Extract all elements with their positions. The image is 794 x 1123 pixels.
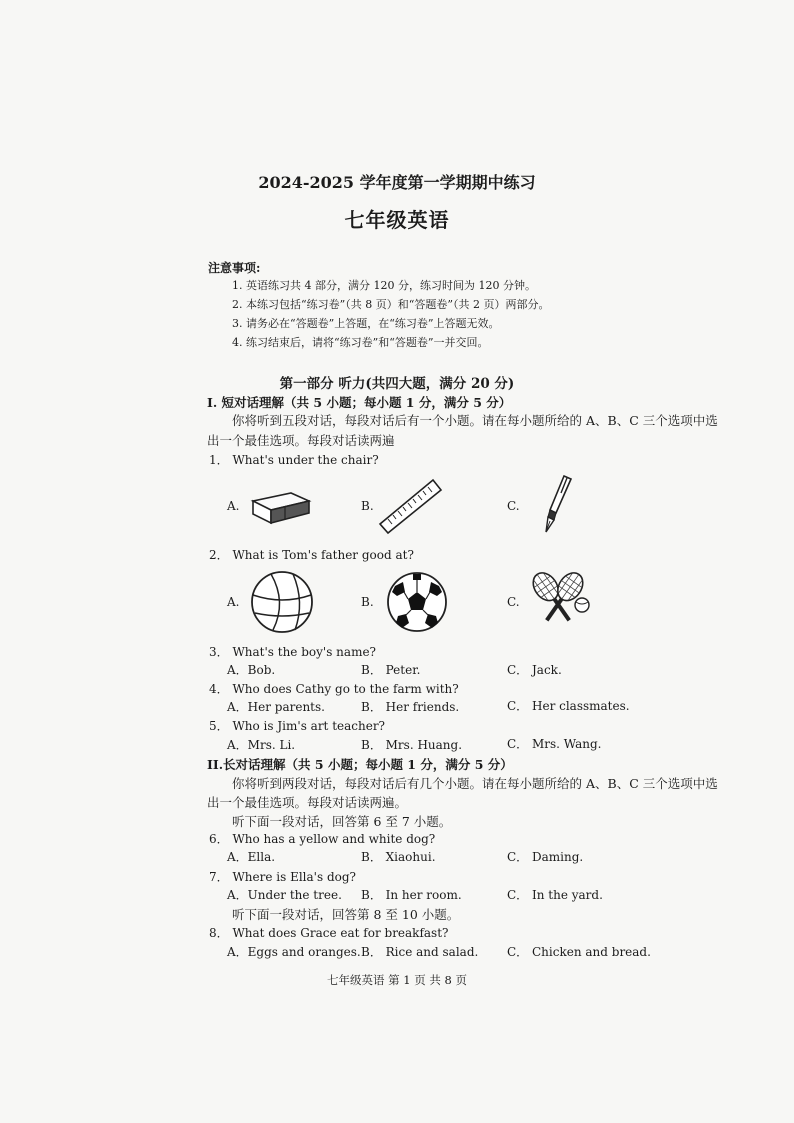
- fountain-pen-icon: [540, 473, 574, 535]
- option-b: B． Xiaohui.: [361, 850, 436, 864]
- option-c: C． In the yard.: [507, 888, 603, 902]
- tennis-rackets-icon: [524, 568, 596, 636]
- question-1: 1． What's under the chair?: [209, 453, 379, 467]
- option-b: B． Peter.: [361, 663, 421, 677]
- option-c: C． Mrs. Wang.: [507, 737, 602, 751]
- part1-instruction: 你将听到五段对话，每段对话后有一个小题。请在每小题所给的 A、B、C 三个选项中选: [232, 413, 718, 428]
- section-heading: 第一部分 听力(共四大题，满分 20 分): [279, 376, 515, 392]
- part2-instruction-cont: 出一个最佳选项。每段对话读两遍。: [207, 795, 408, 810]
- option-a: A．Eggs and oranges.: [227, 945, 361, 959]
- option-c-label: C.: [507, 595, 520, 609]
- ruler-icon: [377, 476, 445, 536]
- part2-instruction: 你将听到两段对话，每段对话后有几个小题。请在每小题所给的 A、B、C 三个选项中选: [232, 776, 718, 791]
- option-a: A．Mrs. Li.: [227, 738, 296, 752]
- question-6: 6． Who has a yellow and white dog?: [209, 832, 436, 846]
- exam-title: 2024-2025 学年度第一学期期中练习: [258, 173, 536, 192]
- part1-heading: I. 短对话理解（共 5 小题；每小题 1 分，满分 5 分）: [207, 395, 512, 410]
- notice-item: 3. 请务必在“答题卷”上答题，在“练习卷”上答题无效。: [232, 317, 500, 330]
- option-b: B． Rice and salad.: [361, 945, 479, 959]
- option-b: B． Her friends.: [361, 700, 460, 714]
- notice-item: 4. 练习结束后，请将“练习卷”和“答题卷”一并交回。: [232, 336, 489, 349]
- basketball-icon: [249, 569, 315, 635]
- notice-item: 1. 英语练习共 4 部分，满分 120 分，练习时间为 120 分钟。: [232, 279, 536, 292]
- option-c: C． Her classmates.: [507, 699, 630, 713]
- option-a: A．Bob.: [227, 663, 276, 677]
- option-a-label: A.: [227, 499, 240, 513]
- question-8: 8． What does Grace eat for breakfast?: [209, 926, 449, 940]
- exam-subtitle: 七年级英语: [344, 208, 450, 232]
- option-b: B． In her room.: [361, 888, 462, 902]
- option-b-label: B.: [361, 499, 374, 513]
- option-c: C． Chicken and bread.: [507, 945, 651, 959]
- notice-item: 2. 本练习包括“练习卷”（共 8 页）和“答题卷”（共 2 页）两部分。: [232, 298, 550, 311]
- option-c: C． Daming.: [507, 850, 584, 864]
- part2-heading: II.长对话理解（共 5 小题；每小题 1 分，满分 5 分）: [207, 757, 513, 772]
- option-a: A．Ella.: [227, 850, 276, 864]
- dialogue-lead: 听下面一段对话，回答第 8 至 10 小题。: [232, 907, 460, 922]
- question-7: 7． Where is Ella's dog?: [209, 870, 356, 884]
- question-5: 5． Who is Jim's art teacher?: [209, 719, 385, 733]
- dialogue-lead: 听下面一段对话，回答第 6 至 7 小题。: [232, 814, 452, 829]
- notice-heading: 注意事项:: [208, 261, 261, 275]
- soccer-ball-icon: [385, 570, 449, 634]
- question-2: 2． What is Tom's father good at?: [209, 548, 414, 562]
- option-a: A．Under the tree.: [227, 888, 342, 902]
- option-c: C． Jack.: [507, 663, 562, 677]
- part1-instruction-cont: 出一个最佳选项。每段对话读两遍: [207, 433, 395, 448]
- question-4: 4． Who does Cathy go to the farm with?: [209, 682, 459, 696]
- eraser-icon: [247, 487, 315, 527]
- page-footer: 七年级英语 第 1 页 共 8 页: [326, 973, 468, 987]
- option-b-label: B.: [361, 595, 374, 609]
- option-b: B． Mrs. Huang.: [361, 738, 463, 752]
- option-a: A．Her parents.: [227, 700, 325, 714]
- option-a-label: A.: [227, 595, 240, 609]
- question-3: 3． What's the boy's name?: [209, 645, 376, 659]
- option-c-label: C.: [507, 499, 520, 513]
